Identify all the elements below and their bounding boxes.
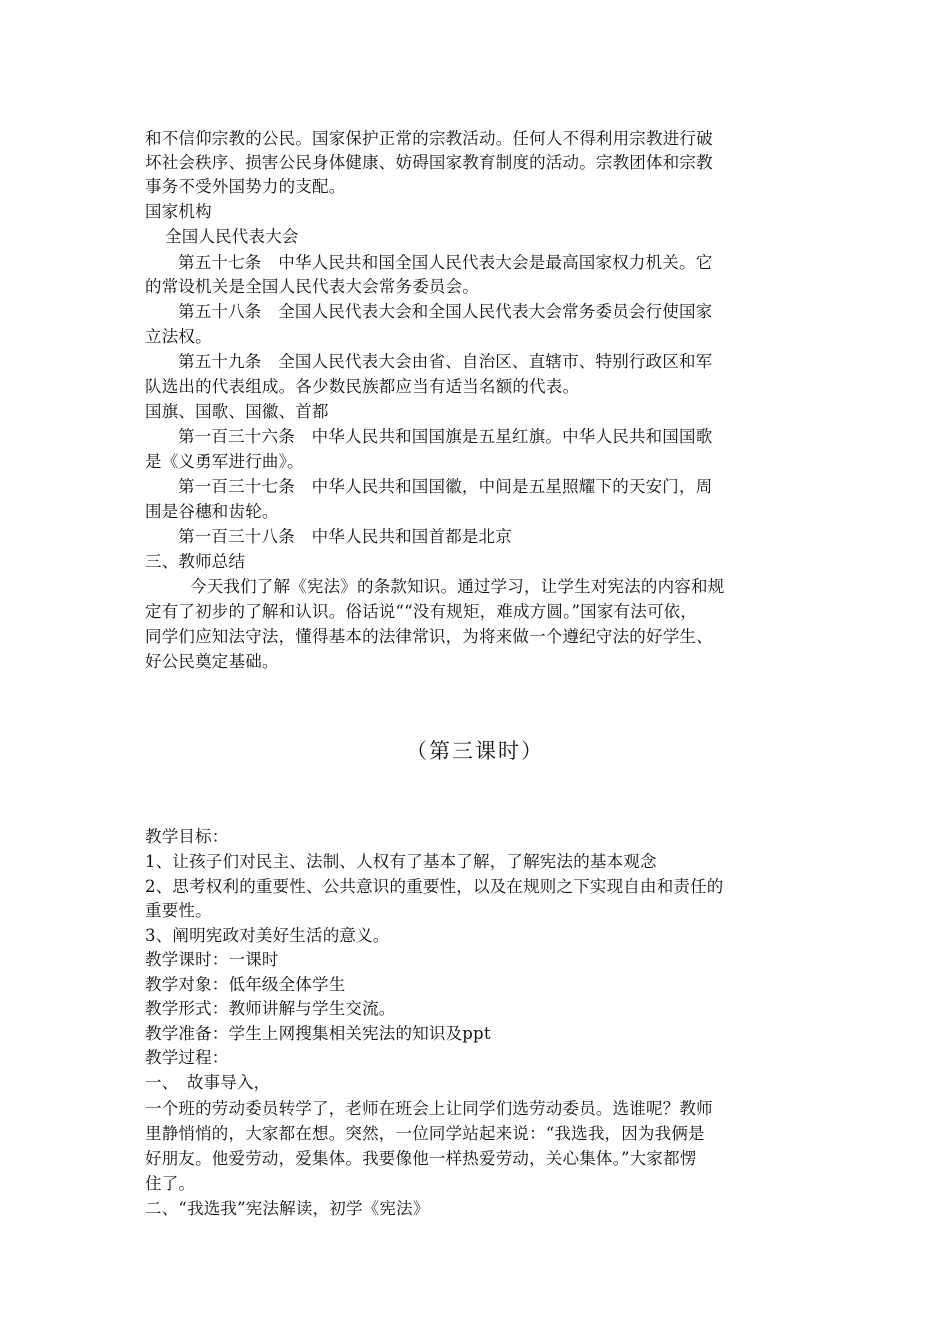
article-line: 队选出的代表组成。各少数民族都应当有适当名额的代表。 — [145, 377, 580, 396]
paragraph-line: 教学对象：低年级全体学生 — [145, 975, 346, 994]
paragraph-line: 教学准备：学生上网搜集相关宪法的知识及ppt — [145, 1024, 491, 1043]
article-line: 围是谷穗和齿轮。 — [145, 502, 279, 521]
paragraph-line: 今天我们了解《宪法》的条款知识。通过学习，让学生对宪法的内容和规 — [190, 577, 725, 596]
article-line: 的常设机关是全国人民代表大会常务委员会。 — [145, 277, 479, 296]
article-line: 第五十九条 全国人民代表大会由省、自治区、直辖市、特别行政区和军 — [178, 352, 713, 371]
paragraph-line: 教学课时：一课时 — [145, 950, 279, 969]
paragraph-line: 二、“我选我”宪法解读，初学《宪法》 — [145, 1199, 430, 1218]
paragraph-line: 一、 故事导入， — [145, 1073, 271, 1092]
article-line: 立法权。 — [145, 327, 212, 346]
paragraph-line: 同学们应知法守法，懂得基本的法律常识，为将来做一个遵纪守法的好学生、 — [145, 627, 713, 646]
article-line: 第一百三十七条 中华人民共和国国徽，中间是五星照耀下的天安门，周 — [178, 477, 713, 496]
article-line: 是《义勇军进行曲》。 — [145, 452, 304, 471]
paragraph-line: 定有了初步的了解和认识。俗话说““没有规矩，难成方圆。”国家有法可依， — [145, 602, 698, 621]
section-heading: 三、教师总结 — [145, 552, 246, 571]
paragraph-line: 1、让孩子们对民主、法制、人权有了基本了解，了解宪法的基本观念 — [145, 852, 657, 871]
article-line: 第一百三十六条 中华人民共和国国旗是五星红旗。中华人民共和国国歌 — [178, 427, 713, 446]
article-line: 第五十七条 中华人民共和国全国人民代表大会是最高国家权力机关。它 — [178, 253, 713, 272]
section-title: （第三课时） — [406, 739, 544, 763]
section-heading: 国旗、国歌、国徽、首都 — [145, 402, 329, 421]
paragraph-line: 和不信仰宗教的公民。国家保护正常的宗教活动。任何人不得利用宗教进行破 — [145, 129, 713, 148]
paragraph-line: 好朋友。他爱劳动，爱集体。我要像他一样热爱劳动，关心集体。”大家都愣 — [145, 1149, 697, 1168]
subsection-heading: 全国人民代表大会 — [165, 227, 299, 246]
paragraph-line: 好公民奠定基础。 — [145, 652, 279, 671]
paragraph-line: 一个班的劳动委员转学了，老师在班会上让同学们选劳动委员。选谁呢？教师 — [145, 1099, 713, 1118]
paragraph-line: 3、阐明宪政对美好生活的意义。 — [145, 926, 390, 945]
paragraph-line: 住了。 — [145, 1174, 196, 1193]
paragraph-line: 教学过程： — [145, 1048, 229, 1067]
paragraph-line: 2、思考权利的重要性、公共意识的重要性，以及在规则之下实现自由和责任的 — [145, 877, 724, 896]
paragraph-line: 坏社会秩序、损害公民身体健康、妨碍国家教育制度的活动。宗教团体和宗教 — [145, 153, 713, 172]
section-heading: 国家机构 — [145, 202, 212, 221]
article-line: 第一百三十八条 中华人民共和国首都是北京 — [178, 527, 512, 546]
paragraph-line: 事务不受外国势力的支配。 — [145, 177, 346, 196]
paragraph-line: 教学形式：教师讲解与学生交流。 — [145, 999, 396, 1018]
article-line: 第五十八条 全国人民代表大会和全国人民代表大会常务委员会行使国家 — [178, 302, 713, 321]
paragraph-line: 教学目标： — [145, 827, 229, 846]
paragraph-line: 里静悄悄的，大家都在想。突然，一位同学站起来说：“我选我，因为我俩是 — [145, 1124, 705, 1143]
paragraph-line: 重要性。 — [145, 901, 212, 920]
